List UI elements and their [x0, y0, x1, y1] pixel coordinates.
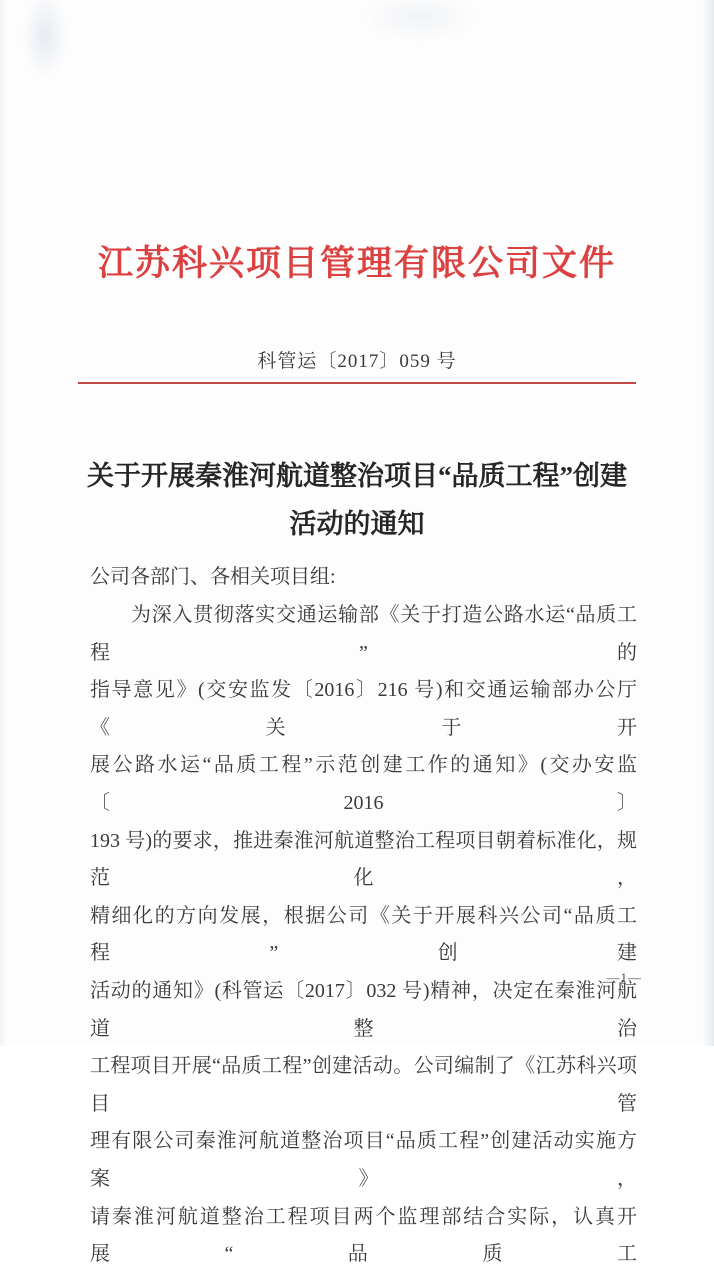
- red-separator-line: [78, 382, 636, 384]
- document-reference-number: 科管运〔2017〕059 号: [257, 351, 457, 372]
- body-line: 工程项目开展“品质工程”创建活动。公司编制了《江苏科兴项目管: [90, 1055, 637, 1115]
- body-paragraph: [90, 597, 637, 1274]
- body-line: 理有限公司秦淮河航道整治项目“品质工程”创建活动实施方案》，: [90, 1130, 637, 1190]
- scan-artifact-smudge: [22, 0, 68, 80]
- salutation: 公司各部门、各相关项目组:: [90, 566, 336, 588]
- page-number: —1—: [606, 970, 642, 985]
- scan-artifact-smudge: [360, 0, 480, 42]
- organization-title: 江苏科兴项目管理有限公司文件: [97, 244, 616, 283]
- scan-edge-shadow: [702, 0, 714, 1046]
- body-line: 193 号)的要求，推进秦淮河航道整治工程项目朝着标准化，规范化，: [90, 829, 637, 890]
- scan-edge-shadow: [0, 0, 8, 1046]
- body-line: 活动的通知》(科管运〔2017〕032 号)精神，决定在秦淮河航道整治: [90, 979, 637, 1040]
- document-title-line2: 活动的通知: [289, 509, 425, 539]
- body-line: 精细化的方向发展，根据公司《关于开展科兴公司“品质工程”创建: [90, 904, 637, 965]
- body-line: 指导意见》(交安监发〔2016〕216 号)和交通运输部办公厅《关于开: [90, 679, 637, 739]
- body-line: 请秦淮河航道整治工程项目两个监理部结合实际，认真开展“品质工: [90, 1205, 637, 1266]
- body-line: 为深入贯彻落实交通运输部《关于打造公路水运“品质工程”的: [90, 604, 637, 664]
- document-title-line1: 关于开展秦淮河航道整治项目“品质工程”创建: [87, 461, 627, 491]
- body-line: 展公路水运“品质工程”示范创建工作的通知》(交办安监〔2016〕: [90, 754, 637, 814]
- document-title: [40, 452, 674, 548]
